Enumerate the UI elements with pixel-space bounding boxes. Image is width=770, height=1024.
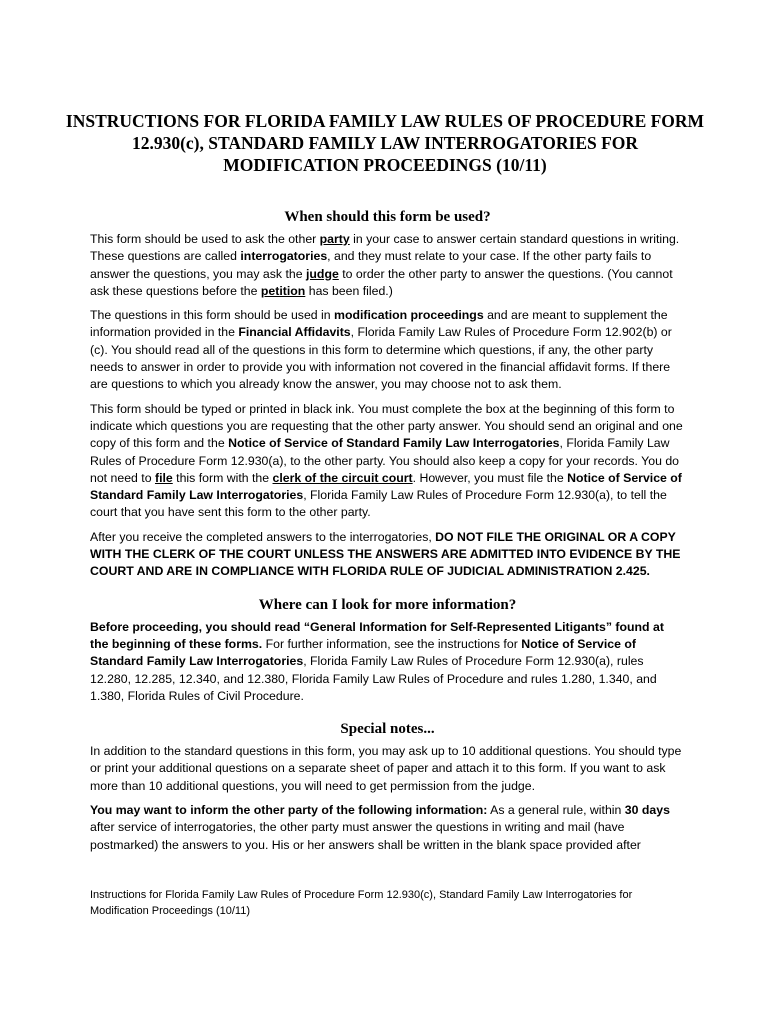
paragraph-additional-questions: In addition to the standard questions in this form, you may ask up to 10 additional questions. You should type or print your additional questions on a separate sheet of paper and attach it to this form. If you want to ask more than 10 additional questions, you will need to get permission from the judge. [90, 744, 682, 793]
text: after service of interrogatories, the other party must answer the questions in writing and mail (have postmarked) the answers to you. His or her answers shall be written in the blank space provided after [90, 820, 641, 852]
term-clerk: clerk of the circuit court [272, 470, 413, 485]
text: This form should be typed or printed in black ink. You must complete the box at the beginning of this form to indicate which questions you are requesting that the other party answer. You should send an original and one copy of this form and the [90, 401, 683, 451]
bold-text: Financial Affidavits [238, 325, 351, 340]
term-judge: judge [306, 266, 339, 281]
title-line-2: 12.930(c), STANDARD FAMILY LAW INTERROGATORIES FOR [131, 133, 639, 153]
heading-more-info: Where can I look for more information? [258, 596, 517, 613]
bold-text: Notice of Service of Standard Family Law Interrogatories [228, 436, 560, 451]
paragraph-instructions [90, 401, 685, 522]
paragraph-more-info [90, 619, 685, 705]
paragraph-inform-party [90, 802, 685, 854]
text: has been filed.) [305, 283, 393, 298]
bold-text: Notice of Service of Standard Family Law Interrogatories [90, 470, 682, 503]
text: to order the other party to answer the questions. (You cannot ask these questions before the [90, 266, 673, 298]
bold-text: modification proceedings [334, 308, 484, 323]
document-title [60, 110, 710, 176]
text: in your case to answer certain standard questions in writing. These questions are called [90, 232, 680, 264]
text: As a general rule, within [487, 803, 625, 818]
bold-text: DO NOT FILE THE ORIGINAL OR A COPY WITH THE CLERK OF THE COURT UNLESS THE ANSWERS ARE ADMITTED INTO EVIDENCE BY THE COURT AND ARE IN COMPLIANCE WITH FLORIDA RULE OF JUDICIAL ADMINISTRATION 2.425. [90, 529, 681, 579]
document-body [90, 207, 685, 861]
term-file: file [154, 470, 173, 485]
text: , and they must relate to your case. If the other party fails to answer the questions, you may ask the [90, 249, 652, 281]
text: , Florida Family Law Rules of Procedure Form 12.902(b) or (c). You should read all of the questions in this form to determine which questions, if any, the other party needs to answer in order to provide you with information not covered in the financial affidavit forms. If there are questions to which you already know the answer, you may choose not to ask them. [90, 325, 672, 392]
title-line-3: MODIFICATION PROCEEDINGS (10/11) [223, 155, 547, 175]
paragraph-purpose [90, 231, 685, 300]
text: This form should be used to ask the other [90, 232, 320, 246]
heading-special-notes: Special notes... [340, 721, 435, 738]
text: and are meant to supplement the information provided in the [90, 308, 668, 340]
text: , Florida Family Law Rules of Procedure Form 12.930(a), to the other party. You should also keep a copy for your records. You do not need to [90, 436, 680, 485]
text: After you receive the completed answers to the interrogatories, [90, 529, 436, 544]
bold-text: Notice of Service of Standard Family Law Interrogatories [90, 636, 637, 669]
paragraph-warning [90, 529, 685, 581]
text: , Florida Family Law Rules of Procedure Form 12.930(a), rules 12.280, 12.285, 12.340, and 12.380, Florida Family Law Rules of Procedure and rules 1.280, 1.340, and 1.380, Florida Rules of Civil Procedure. [90, 654, 657, 703]
text: For further information, see the instructions for [262, 636, 522, 651]
text: this form with the [172, 470, 273, 485]
text: . However, you must file the [412, 470, 568, 485]
footer-line-1: Instructions for Florida Family Law Rules of Procedure Form 12.930(c), Standard Family Law Interrogatories for [90, 889, 633, 901]
text: The questions in this form should be used in [90, 308, 335, 323]
footer-line-2: Modification Proceedings (10/11) [90, 905, 250, 917]
term-party: party [319, 232, 350, 246]
bold-text: Before proceeding, you should read “General Information for Self-Represented Litigants” found at the beginning of these forms. [90, 619, 664, 651]
heading-when-used: When should this form be used? [284, 209, 491, 225]
term-petition: petition [260, 283, 306, 298]
text: , Florida Family Law Rules of Procedure Form 12.930(a), to tell the court that you have sent this form to the other party. [90, 488, 667, 520]
term-interrogatories: interrogatories [240, 249, 328, 264]
bold-text: You may want to inform the other party of the following information: [90, 803, 488, 818]
bold-text: 30 days [624, 803, 670, 818]
page-footer [90, 887, 690, 919]
title-line-1: INSTRUCTIONS FOR FLORIDA FAMILY LAW RULES OF PROCEDURE FORM [65, 111, 705, 131]
paragraph-modification [90, 307, 685, 393]
